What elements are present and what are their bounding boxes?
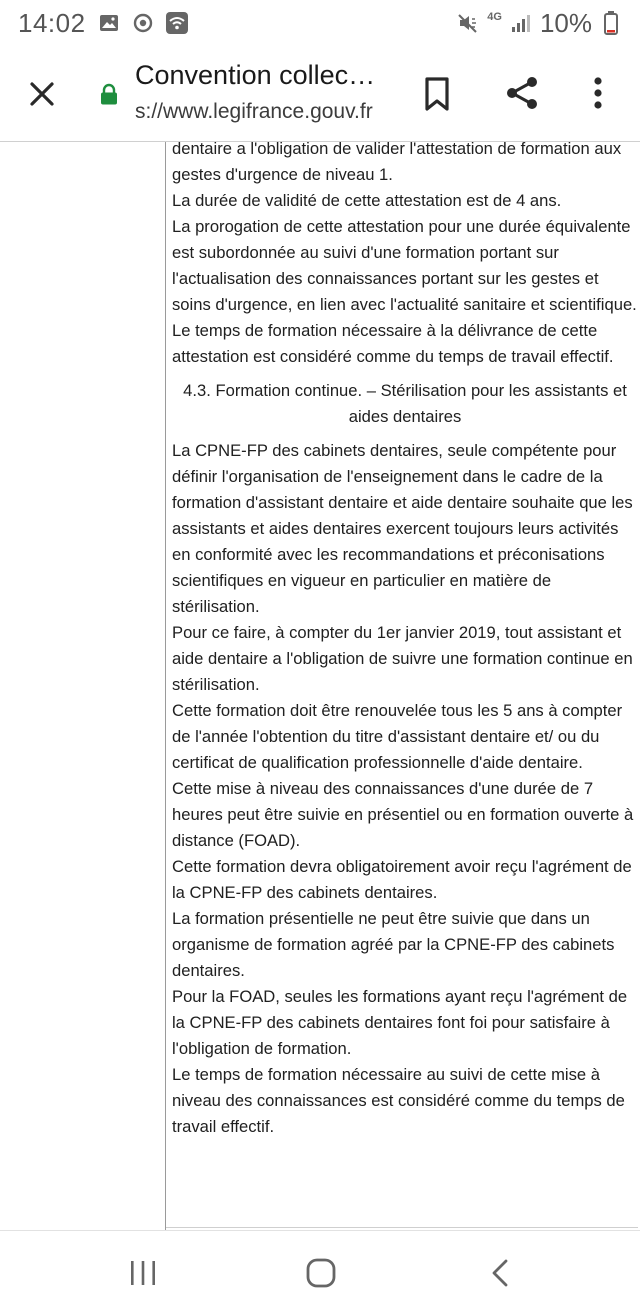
table-bottom-border <box>166 1227 638 1228</box>
paragraph: dentaire a l'obligation de valider l'attestation de formation aux gestes d'urgence de niveau 1. <box>172 142 622 184</box>
sync-icon <box>132 12 154 34</box>
table-left-column <box>0 142 166 1230</box>
clock: 14:02 <box>18 7 86 38</box>
bookmark-icon <box>420 74 454 114</box>
paragraph: Cette mise à niveau des connaissances d'une durée de 7 heures peut être suivie en présentiel ou en formation ouverte à distance (FOAD). <box>172 779 634 850</box>
system-navigation-bar <box>0 1230 640 1316</box>
share-icon <box>502 73 542 113</box>
back-icon <box>488 1258 512 1288</box>
share-button[interactable] <box>502 73 542 113</box>
paragraph: Pour ce faire, à compter du 1er janvier 2019, tout assistant et aide dentaire a l'obligation de suivre une formation continue en stérilisation. <box>172 623 633 694</box>
battery-level: 10% <box>539 7 592 38</box>
gallery-icon <box>98 12 120 34</box>
recent-apps-button[interactable] <box>127 1259 159 1287</box>
back-button[interactable] <box>488 1258 512 1288</box>
close-button[interactable] <box>22 74 62 114</box>
close-icon <box>22 74 62 114</box>
paragraph: Cette formation devra obligatoirement avoir reçu l'agrément de la CPNE-FP des cabinets dentaires. <box>172 857 632 902</box>
paragraph: La durée de validité de cette attestation est de 4 ans. <box>172 191 562 210</box>
paragraph: La formation présentielle ne peut être suivie que dans un organisme de formation agréé par la CPNE-FP des cabinets dentaires. <box>172 909 615 980</box>
home-icon <box>304 1257 338 1289</box>
page-title[interactable]: Convention collec… <box>135 60 376 90</box>
status-bar <box>0 0 640 46</box>
section-heading: 4.3. Formation continue. – Stérilisation pour les assistants et aides dentaires <box>183 381 627 426</box>
paragraph: Pour la FOAD, seules les formations ayant reçu l'agrément de la CPNE-FP des cabinets dentaires font foi pour satisfaire à l'obligation de formation. <box>172 987 628 1058</box>
status-bar-right <box>457 8 622 39</box>
paragraph: Cette formation doit être renouvelée tous les 5 ans à compter de l'année l'obtention du titre d'assistant dentaire et/ ou du certificat de qualification professionnelle d'aide dentaire. <box>172 701 623 772</box>
recent-apps-icon <box>127 1259 159 1287</box>
paragraph: La CPNE-FP des cabinets dentaires, seule compétente pour définir l'organisation de l'enseignement dans le cadre de la formation d'assistant dentaire et aide dentaire souhaite que les assistants et aides dentaires exercent toujours leurs activités en conformité avec les recommandations et préconisations scientifiques en vigueur en particulier en matière de stérilisation. <box>172 441 633 616</box>
battery-icon <box>600 12 622 34</box>
bookmark-button[interactable] <box>420 74 454 114</box>
home-button[interactable] <box>304 1257 338 1289</box>
page-content <box>0 142 640 1230</box>
status-bar-left <box>18 8 188 39</box>
more-options-button[interactable] <box>583 73 613 113</box>
paragraph: Le temps de formation nécessaire à la délivrance de cette attestation est considéré comme du temps de travail effectif. <box>172 321 614 366</box>
more-vertical-icon <box>583 73 613 113</box>
mute-icon <box>457 12 479 34</box>
signal-icon <box>510 12 532 34</box>
article-text-cell <box>166 142 638 1140</box>
browser-toolbar <box>0 46 640 142</box>
paragraph: La prorogation de cette attestation pour une durée équivalente est subordonnée au suivi d'une formation portant sur l'actualisation des connaissances portant sur les gestes et soins d'urgence, en lien avec l'actualité sanitaire et scientifique. <box>172 217 637 314</box>
network-type-label: 4G <box>487 11 502 23</box>
lock-icon <box>99 83 119 105</box>
wifi-icon <box>166 12 188 34</box>
paragraph: Le temps de formation nécessaire au suivi de cette mise à niveau des connaissances est considéré comme du temps de travail effectif. <box>172 1065 625 1136</box>
url-text[interactable]: s://www.legifrance.gouv.fr <box>135 100 373 123</box>
